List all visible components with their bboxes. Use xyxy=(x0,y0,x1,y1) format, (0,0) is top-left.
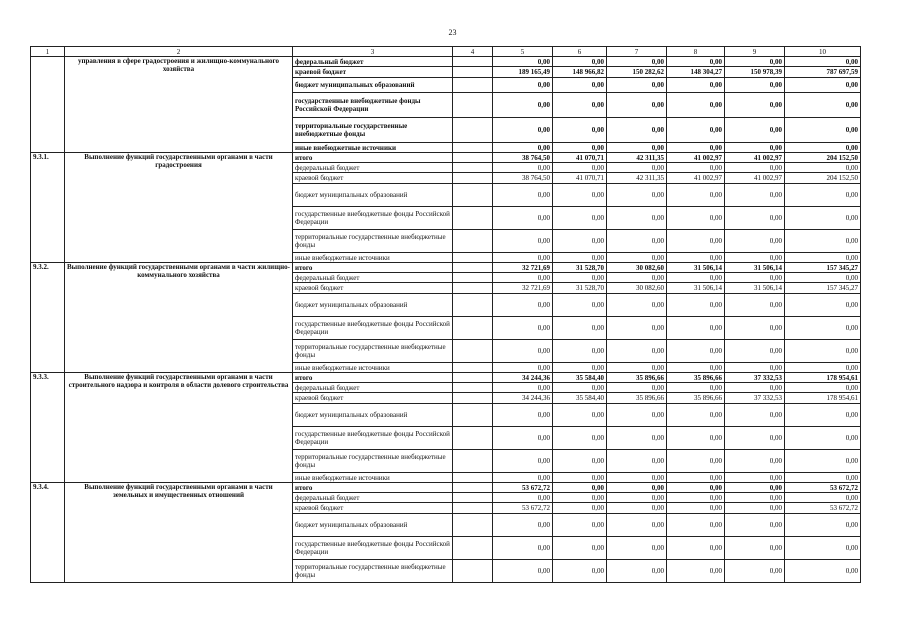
value-cell: 35 584,40 xyxy=(553,373,607,383)
value-cell: 31 506,14 xyxy=(725,263,785,273)
value-cell: 0,00 xyxy=(493,207,553,230)
value-cell: 37 332,53 xyxy=(725,373,785,383)
value-cell: 0,00 xyxy=(785,273,861,283)
value-cell: 31 528,70 xyxy=(553,283,607,294)
value-cell: 0,00 xyxy=(493,143,553,153)
value-cell: 0,00 xyxy=(493,317,553,340)
value-cell: 0,00 xyxy=(607,143,667,153)
value-cell: 0,00 xyxy=(725,230,785,253)
column-4-cell xyxy=(453,317,493,340)
value-cell: 0,00 xyxy=(725,483,785,493)
value-cell: 31 506,14 xyxy=(725,283,785,294)
funding-source: федеральный бюджет xyxy=(293,57,453,67)
value-cell: 0,00 xyxy=(785,363,861,373)
value-cell: 178 954,61 xyxy=(785,373,861,383)
funding-source: бюджет муниципальных образований xyxy=(293,78,453,93)
value-cell: 0,00 xyxy=(785,207,861,230)
column-4-cell xyxy=(453,503,493,514)
value-cell: 178 954,61 xyxy=(785,393,861,404)
value-cell: 0,00 xyxy=(553,230,607,253)
value-cell: 0,00 xyxy=(607,483,667,493)
value-cell: 0,00 xyxy=(667,57,725,67)
value-cell: 41 002,97 xyxy=(725,153,785,163)
column-4-cell xyxy=(453,450,493,473)
value-cell: 0,00 xyxy=(607,184,667,207)
value-cell: 0,00 xyxy=(785,493,861,503)
value-cell: 148 966,82 xyxy=(553,67,607,78)
header-cell: 10 xyxy=(785,47,861,57)
value-cell: 0,00 xyxy=(607,560,667,583)
section-code: 9.3.2. xyxy=(31,263,65,373)
table-row xyxy=(31,57,861,67)
value-cell: 35 896,66 xyxy=(667,393,725,404)
value-cell: 31 528,70 xyxy=(553,263,607,273)
value-cell: 157 345,27 xyxy=(785,283,861,294)
value-cell: 0,00 xyxy=(607,427,667,450)
value-cell: 0,00 xyxy=(493,57,553,67)
value-cell: 0,00 xyxy=(785,93,861,118)
value-cell: 0,00 xyxy=(725,207,785,230)
value-cell: 0,00 xyxy=(553,143,607,153)
funding-source: краевой бюджет xyxy=(293,67,453,78)
value-cell: 0,00 xyxy=(553,363,607,373)
value-cell: 0,00 xyxy=(785,404,861,427)
header-cell: 8 xyxy=(667,47,725,57)
value-cell: 0,00 xyxy=(607,363,667,373)
value-cell: 0,00 xyxy=(553,118,607,143)
value-cell: 0,00 xyxy=(553,383,607,393)
value-cell: 0,00 xyxy=(667,560,725,583)
value-cell: 32 721,69 xyxy=(493,283,553,294)
page-number: 23 xyxy=(448,28,457,37)
value-cell: 0,00 xyxy=(493,383,553,393)
value-cell: 38 764,50 xyxy=(493,153,553,163)
column-4-cell xyxy=(453,373,493,383)
value-cell: 53 672,72 xyxy=(785,503,861,514)
column-4-cell xyxy=(453,67,493,78)
value-cell: 30 082,60 xyxy=(607,283,667,294)
value-cell: 0,00 xyxy=(493,427,553,450)
header-cell: 9 xyxy=(725,47,785,57)
value-cell: 204 152,50 xyxy=(785,173,861,184)
table-row xyxy=(31,373,861,383)
value-cell: 0,00 xyxy=(667,184,725,207)
value-cell: 0,00 xyxy=(725,383,785,393)
value-cell: 31 506,14 xyxy=(667,263,725,273)
value-cell: 53 672,72 xyxy=(493,483,553,493)
section-name: Выполнение функций государственными органами в части земельных и имущественных отношений xyxy=(65,483,293,583)
value-cell: 0,00 xyxy=(553,473,607,483)
value-cell: 0,00 xyxy=(553,184,607,207)
column-4-cell xyxy=(453,230,493,253)
value-cell: 0,00 xyxy=(553,317,607,340)
value-cell: 41 002,97 xyxy=(667,153,725,163)
column-4-cell xyxy=(453,404,493,427)
value-cell: 0,00 xyxy=(553,483,607,493)
value-cell: 0,00 xyxy=(667,253,725,263)
value-cell: 0,00 xyxy=(607,503,667,514)
value-cell: 0,00 xyxy=(725,57,785,67)
header-cell: 4 xyxy=(453,47,493,57)
value-cell: 0,00 xyxy=(725,143,785,153)
funding-source: иные внебюджетные источники xyxy=(293,363,453,373)
value-cell: 0,00 xyxy=(493,493,553,503)
column-4-cell xyxy=(453,537,493,560)
value-cell: 0,00 xyxy=(607,317,667,340)
value-cell: 0,00 xyxy=(493,560,553,583)
value-cell: 0,00 xyxy=(553,493,607,503)
funding-source: государственные внебюджетные фонды Российской Федерации xyxy=(293,207,453,230)
value-cell: 0,00 xyxy=(607,404,667,427)
funding-source: территориальные государственные внебюджетные фонды xyxy=(293,450,453,473)
value-cell: 0,00 xyxy=(493,93,553,118)
value-cell: 0,00 xyxy=(607,93,667,118)
column-4-cell xyxy=(453,493,493,503)
value-cell: 53 672,72 xyxy=(785,483,861,493)
funding-source: иные внебюджетные источники xyxy=(293,253,453,263)
value-cell: 0,00 xyxy=(493,184,553,207)
value-cell: 32 721,69 xyxy=(493,263,553,273)
section-name: Выполнение функций государственными органами в части градостроения xyxy=(65,153,293,263)
value-cell: 0,00 xyxy=(785,340,861,363)
value-cell: 0,00 xyxy=(667,503,725,514)
value-cell: 30 082,60 xyxy=(607,263,667,273)
value-cell: 157 345,27 xyxy=(785,263,861,273)
funding-source: государственные внебюджетные фонды Российской Федерации xyxy=(293,537,453,560)
value-cell: 0,00 xyxy=(667,93,725,118)
funding-source: итого xyxy=(293,263,453,273)
value-cell: 0,00 xyxy=(607,78,667,93)
funding-source: краевой бюджет xyxy=(293,173,453,184)
funding-source: государственные внебюджетные фонды Российской Федерации xyxy=(293,317,453,340)
funding-source: бюджет муниципальных образований xyxy=(293,514,453,537)
value-cell: 0,00 xyxy=(725,514,785,537)
value-cell: 148 304,27 xyxy=(667,67,725,78)
section-code xyxy=(31,57,65,153)
column-4-cell xyxy=(453,184,493,207)
value-cell: 0,00 xyxy=(607,57,667,67)
header-cell: 3 xyxy=(293,47,453,57)
value-cell: 0,00 xyxy=(667,294,725,317)
value-cell: 0,00 xyxy=(553,427,607,450)
value-cell: 0,00 xyxy=(785,78,861,93)
value-cell: 35 896,66 xyxy=(607,373,667,383)
value-cell: 0,00 xyxy=(785,184,861,207)
funding-source: территориальные государственные внебюджетные фонды xyxy=(293,560,453,583)
value-cell: 0,00 xyxy=(493,78,553,93)
value-cell: 0,00 xyxy=(553,207,607,230)
funding-source: краевой бюджет xyxy=(293,393,453,404)
table-body xyxy=(31,57,861,583)
column-4-cell xyxy=(453,173,493,184)
column-4-cell xyxy=(453,340,493,363)
value-cell: 0,00 xyxy=(493,294,553,317)
value-cell: 0,00 xyxy=(553,537,607,560)
value-cell: 0,00 xyxy=(607,450,667,473)
value-cell: 0,00 xyxy=(493,253,553,263)
value-cell: 0,00 xyxy=(667,537,725,560)
value-cell: 0,00 xyxy=(667,118,725,143)
value-cell: 42 311,35 xyxy=(607,173,667,184)
header-cell: 2 xyxy=(65,47,293,57)
column-4-cell xyxy=(453,78,493,93)
value-cell: 0,00 xyxy=(725,503,785,514)
value-cell: 0,00 xyxy=(493,340,553,363)
section-code: 9.3.4. xyxy=(31,483,65,583)
value-cell: 41 070,71 xyxy=(553,153,607,163)
value-cell: 189 165,49 xyxy=(493,67,553,78)
value-cell: 34 244,36 xyxy=(493,393,553,404)
section-name: управления в сфере градостроения и жилищно-коммунального хозяйства xyxy=(65,57,293,153)
value-cell: 150 978,39 xyxy=(725,67,785,78)
value-cell: 0,00 xyxy=(725,537,785,560)
table-row xyxy=(31,153,861,163)
section-code: 9.3.3. xyxy=(31,373,65,483)
value-cell: 0,00 xyxy=(553,253,607,263)
header-cell: 7 xyxy=(607,47,667,57)
value-cell: 0,00 xyxy=(785,294,861,317)
value-cell: 0,00 xyxy=(785,57,861,67)
value-cell: 38 764,50 xyxy=(493,173,553,184)
value-cell: 53 672,72 xyxy=(493,503,553,514)
value-cell: 787 697,59 xyxy=(785,67,861,78)
value-cell: 0,00 xyxy=(493,404,553,427)
column-4-cell xyxy=(453,383,493,393)
funding-source: государственные внебюджетные фонды Российской Федерации xyxy=(293,93,453,118)
value-cell: 0,00 xyxy=(785,427,861,450)
value-cell: 0,00 xyxy=(667,143,725,153)
value-cell: 0,00 xyxy=(725,493,785,503)
value-cell: 35 896,66 xyxy=(607,393,667,404)
value-cell: 0,00 xyxy=(493,118,553,143)
value-cell: 31 506,14 xyxy=(667,283,725,294)
column-4-cell xyxy=(453,143,493,153)
value-cell: 0,00 xyxy=(607,383,667,393)
value-cell: 0,00 xyxy=(493,450,553,473)
value-cell: 0,00 xyxy=(607,253,667,263)
funding-source: территориальные государственные внебюджетные фонды xyxy=(293,118,453,143)
value-cell: 0,00 xyxy=(667,493,725,503)
section-name: Выполнение функций государственными органами в части строительного надзора и контроля в области долевого строительства xyxy=(65,373,293,483)
value-cell: 0,00 xyxy=(785,560,861,583)
funding-source: бюджет муниципальных образований xyxy=(293,184,453,207)
value-cell: 0,00 xyxy=(607,230,667,253)
value-cell: 0,00 xyxy=(553,93,607,118)
section-code: 9.3.1. xyxy=(31,153,65,263)
funding-source: бюджет муниципальных образований xyxy=(293,294,453,317)
value-cell: 0,00 xyxy=(667,317,725,340)
value-cell: 0,00 xyxy=(725,294,785,317)
column-4-cell xyxy=(453,57,493,67)
value-cell: 0,00 xyxy=(553,340,607,363)
table-row xyxy=(31,483,861,493)
value-cell: 0,00 xyxy=(725,473,785,483)
value-cell: 0,00 xyxy=(725,163,785,173)
value-cell: 0,00 xyxy=(725,253,785,263)
value-cell: 0,00 xyxy=(785,514,861,537)
column-4-cell xyxy=(453,207,493,230)
value-cell: 0,00 xyxy=(667,427,725,450)
value-cell: 0,00 xyxy=(493,230,553,253)
value-cell: 0,00 xyxy=(553,404,607,427)
value-cell: 0,00 xyxy=(493,514,553,537)
funding-source: иные внебюджетные источники xyxy=(293,473,453,483)
value-cell: 0,00 xyxy=(607,514,667,537)
value-cell: 0,00 xyxy=(667,163,725,173)
value-cell: 0,00 xyxy=(725,317,785,340)
funding-source: итого xyxy=(293,483,453,493)
header-row xyxy=(31,47,861,57)
value-cell: 0,00 xyxy=(785,230,861,253)
value-cell: 41 002,97 xyxy=(725,173,785,184)
value-cell: 0,00 xyxy=(607,473,667,483)
funding-source: федеральный бюджет xyxy=(293,273,453,283)
value-cell: 0,00 xyxy=(667,230,725,253)
value-cell: 0,00 xyxy=(785,537,861,560)
value-cell: 0,00 xyxy=(725,450,785,473)
value-cell: 0,00 xyxy=(553,503,607,514)
value-cell: 0,00 xyxy=(725,184,785,207)
value-cell: 0,00 xyxy=(667,514,725,537)
value-cell: 0,00 xyxy=(553,560,607,583)
value-cell: 42 311,35 xyxy=(607,153,667,163)
value-cell: 0,00 xyxy=(725,340,785,363)
value-cell: 0,00 xyxy=(785,253,861,263)
column-4-cell xyxy=(453,163,493,173)
value-cell: 0,00 xyxy=(493,363,553,373)
value-cell: 0,00 xyxy=(553,163,607,173)
funding-source: территориальные государственные внебюджетные фонды xyxy=(293,230,453,253)
column-4-cell xyxy=(453,363,493,373)
funding-source: итого xyxy=(293,373,453,383)
column-4-cell xyxy=(453,560,493,583)
column-4-cell xyxy=(453,93,493,118)
column-4-cell xyxy=(453,153,493,163)
value-cell: 204 152,50 xyxy=(785,153,861,163)
funding-source: иные внебюджетные источники xyxy=(293,143,453,153)
value-cell: 0,00 xyxy=(667,383,725,393)
header-cell: 5 xyxy=(493,47,553,57)
value-cell: 41 070,71 xyxy=(553,173,607,184)
column-4-cell xyxy=(453,253,493,263)
budget-table xyxy=(30,46,861,583)
value-cell: 0,00 xyxy=(725,118,785,143)
value-cell: 0,00 xyxy=(553,273,607,283)
value-cell: 0,00 xyxy=(785,143,861,153)
value-cell: 0,00 xyxy=(607,163,667,173)
column-4-cell xyxy=(453,294,493,317)
value-cell: 0,00 xyxy=(667,483,725,493)
header-cell: 1 xyxy=(31,47,65,57)
value-cell: 0,00 xyxy=(667,450,725,473)
value-cell: 0,00 xyxy=(607,340,667,363)
value-cell: 0,00 xyxy=(493,163,553,173)
column-4-cell xyxy=(453,263,493,273)
column-4-cell xyxy=(453,273,493,283)
value-cell: 0,00 xyxy=(607,118,667,143)
value-cell: 0,00 xyxy=(607,207,667,230)
funding-source: территориальные государственные внебюджетные фонды xyxy=(293,340,453,363)
column-4-cell xyxy=(453,393,493,404)
value-cell: 35 896,66 xyxy=(667,373,725,383)
value-cell: 0,00 xyxy=(785,473,861,483)
value-cell: 0,00 xyxy=(493,537,553,560)
value-cell: 41 002,97 xyxy=(667,173,725,184)
column-4-cell xyxy=(453,118,493,143)
funding-source: федеральный бюджет xyxy=(293,493,453,503)
value-cell: 0,00 xyxy=(607,537,667,560)
value-cell: 0,00 xyxy=(667,363,725,373)
funding-source: бюджет муниципальных образований xyxy=(293,404,453,427)
value-cell: 0,00 xyxy=(725,273,785,283)
value-cell: 0,00 xyxy=(725,78,785,93)
value-cell: 0,00 xyxy=(725,93,785,118)
value-cell: 0,00 xyxy=(785,317,861,340)
value-cell: 0,00 xyxy=(785,118,861,143)
value-cell: 0,00 xyxy=(667,273,725,283)
funding-source: федеральный бюджет xyxy=(293,163,453,173)
column-4-cell xyxy=(453,427,493,450)
funding-source: краевой бюджет xyxy=(293,503,453,514)
value-cell: 0,00 xyxy=(493,473,553,483)
value-cell: 0,00 xyxy=(607,294,667,317)
value-cell: 0,00 xyxy=(667,404,725,427)
value-cell: 150 282,62 xyxy=(607,67,667,78)
value-cell: 34 244,36 xyxy=(493,373,553,383)
value-cell: 0,00 xyxy=(667,473,725,483)
value-cell: 0,00 xyxy=(785,163,861,173)
table-row xyxy=(31,263,861,273)
section-name: Выполнение функций государственными органами в части жилищно-коммунального хозяйства xyxy=(65,263,293,373)
value-cell: 0,00 xyxy=(553,514,607,537)
funding-source: государственные внебюджетные фонды Российской Федерации xyxy=(293,427,453,450)
value-cell: 0,00 xyxy=(553,294,607,317)
value-cell: 0,00 xyxy=(553,57,607,67)
value-cell: 0,00 xyxy=(553,78,607,93)
value-cell: 0,00 xyxy=(725,404,785,427)
column-4-cell xyxy=(453,283,493,294)
column-4-cell xyxy=(453,514,493,537)
funding-source: краевой бюджет xyxy=(293,283,453,294)
value-cell: 0,00 xyxy=(667,207,725,230)
value-cell: 0,00 xyxy=(667,340,725,363)
column-4-cell xyxy=(453,483,493,493)
column-4-cell xyxy=(453,473,493,483)
value-cell: 0,00 xyxy=(493,273,553,283)
value-cell: 37 332,53 xyxy=(725,393,785,404)
value-cell: 35 584,40 xyxy=(553,393,607,404)
value-cell: 0,00 xyxy=(607,493,667,503)
value-cell: 0,00 xyxy=(725,363,785,373)
value-cell: 0,00 xyxy=(785,383,861,393)
funding-source: итого xyxy=(293,153,453,163)
value-cell: 0,00 xyxy=(607,273,667,283)
value-cell: 0,00 xyxy=(553,450,607,473)
value-cell: 0,00 xyxy=(725,427,785,450)
value-cell: 0,00 xyxy=(785,450,861,473)
funding-source: федеральный бюджет xyxy=(293,383,453,393)
header-cell: 6 xyxy=(553,47,607,57)
value-cell: 0,00 xyxy=(725,560,785,583)
value-cell: 0,00 xyxy=(667,78,725,93)
